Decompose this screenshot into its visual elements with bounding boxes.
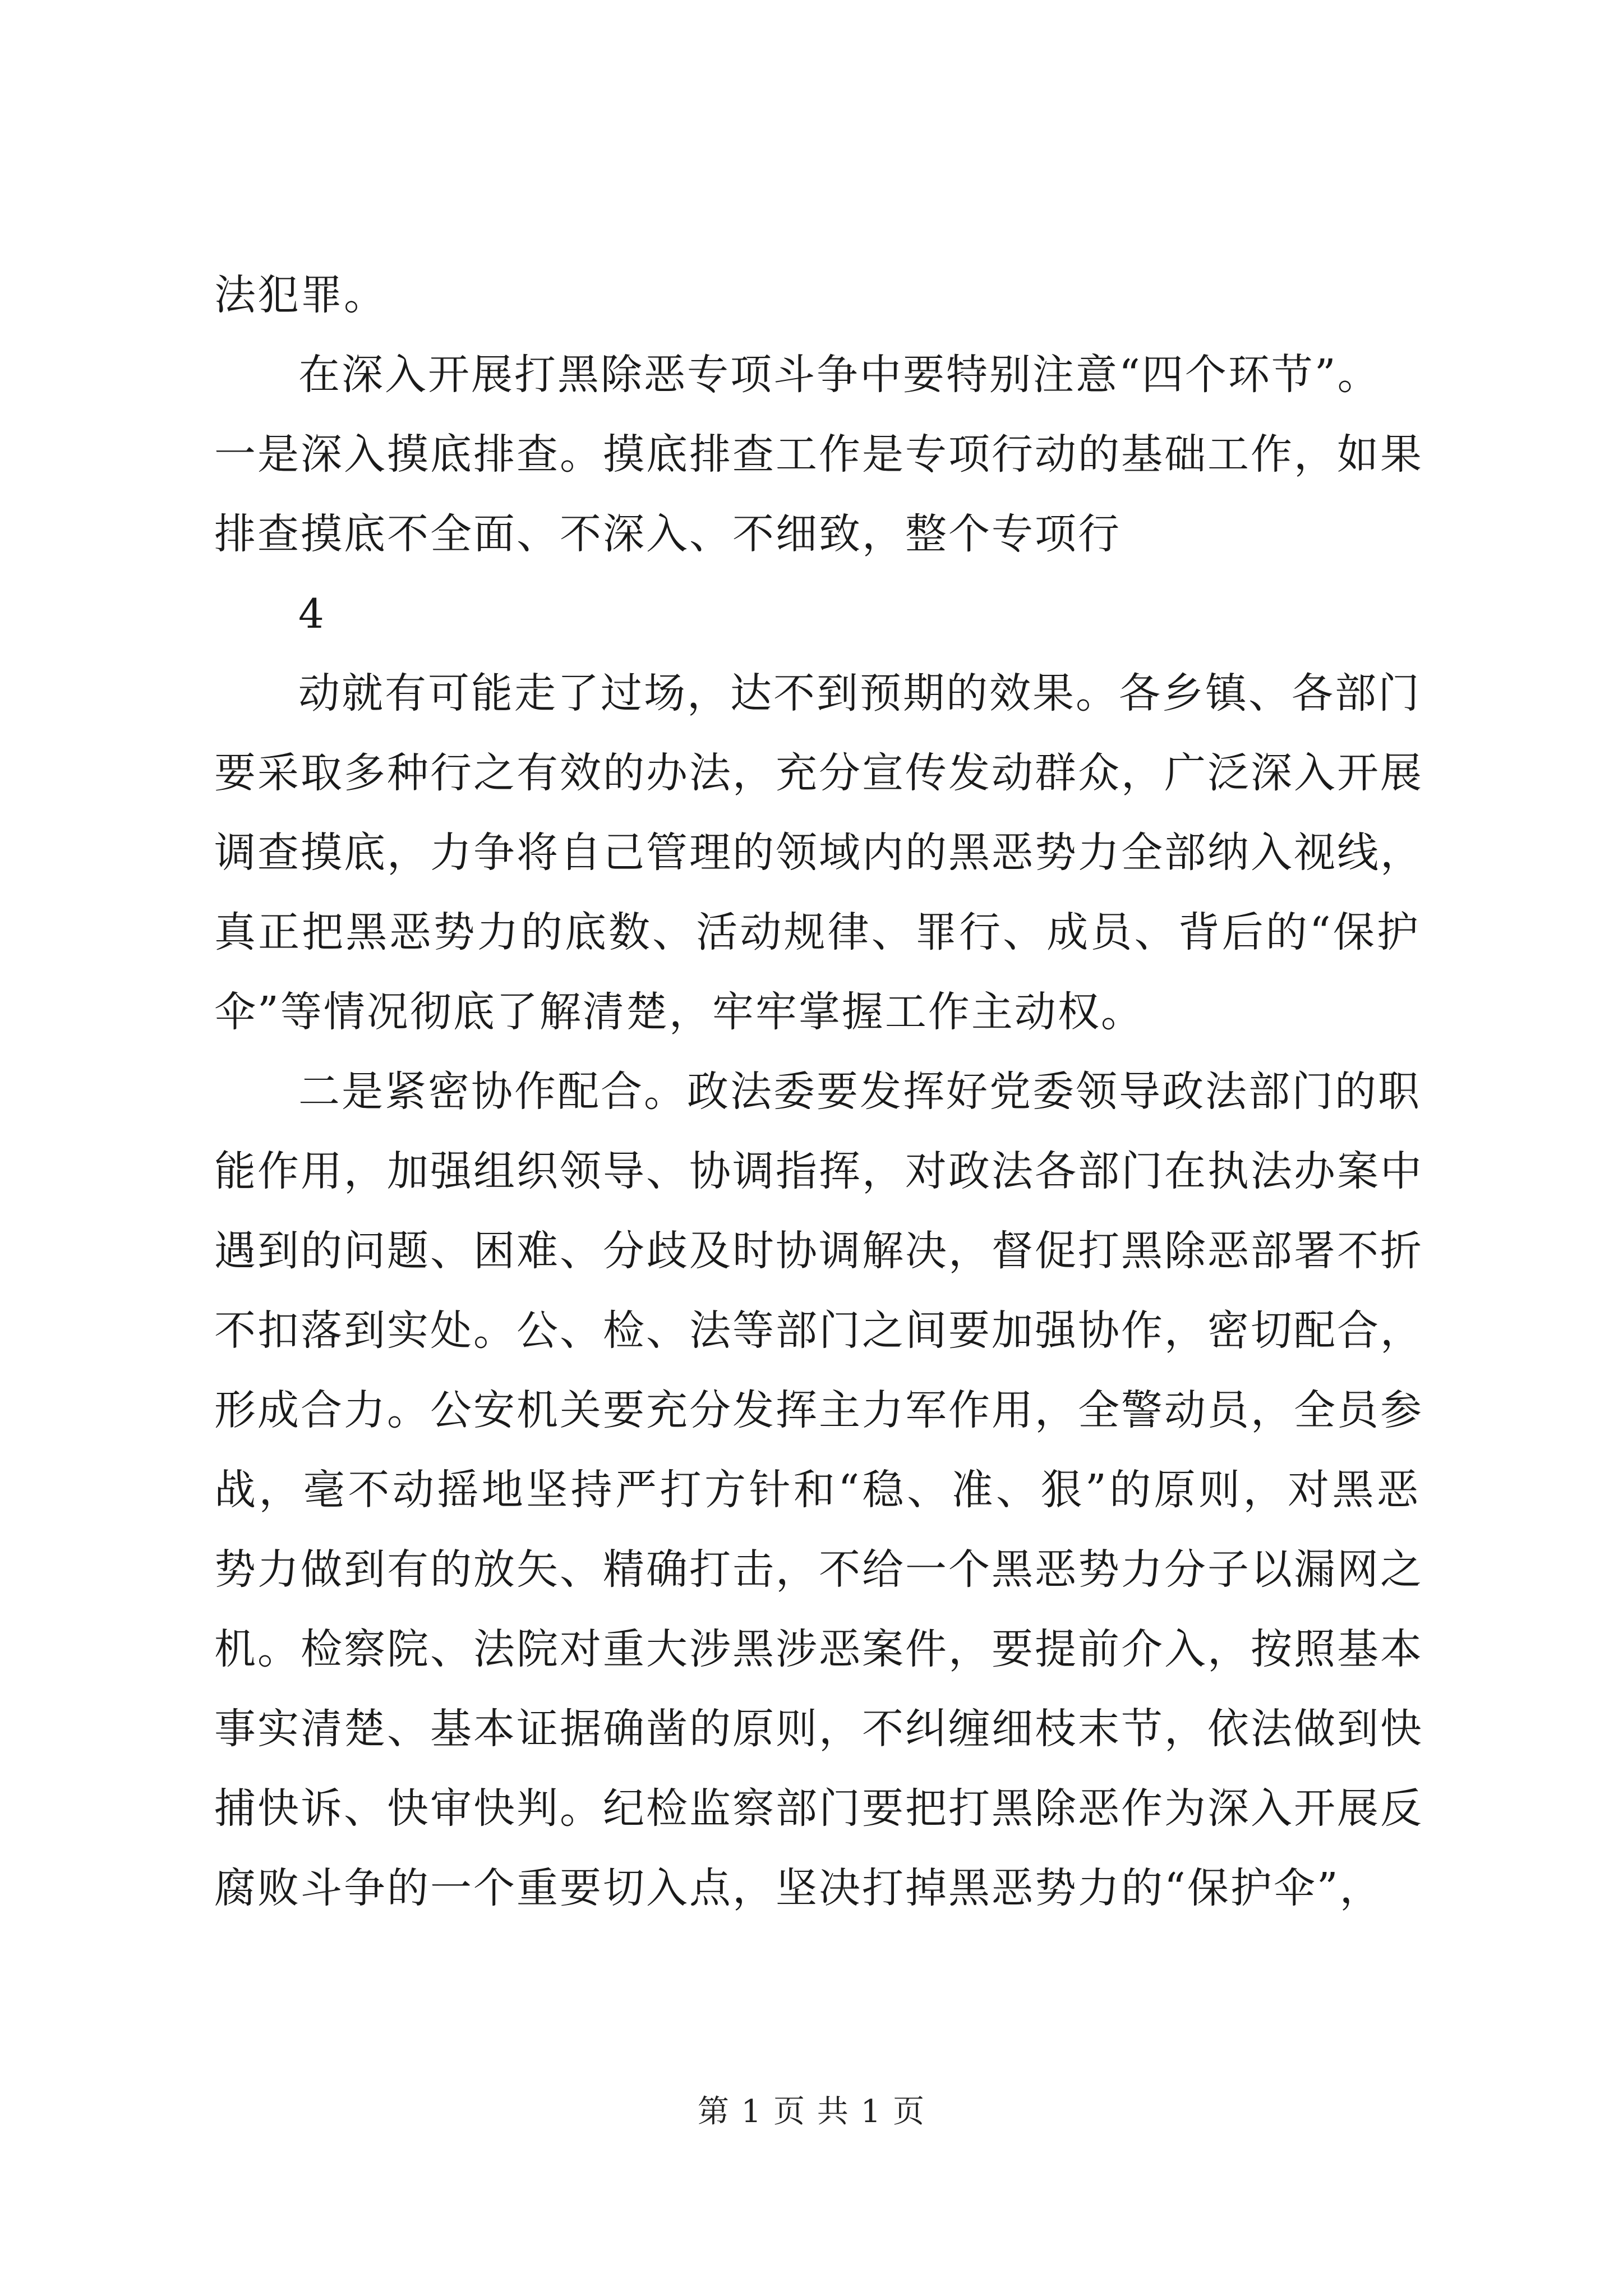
text-line: 遇到的问题、困难、分歧及时协调解决，督促打黑除恶部署不折 [214,1227,1423,1275]
text-line: 调查摸底，力争将自己管理的领域内的黑恶势力全部纳入视线， [214,829,1423,877]
text-line: 排查摸底不全面、不深入、不细致，整个专项行 [214,510,1121,558]
text-line: 战，毫不动摇地坚持严打方针和“稳、准、狠”的原则，对黑恶 [214,1466,1420,1514]
text-line: 腐败斗争的一个重要切入点，坚决打掉黑恶势力的“保护伞”， [214,1864,1383,1912]
text-line: 能作用，加强组织领导、协调指挥，对政法各部门在执法办案中 [214,1147,1423,1195]
inline-page-number: 4 [298,590,324,637]
text-line: 真正把黑恶势力的底数、活动规律、罪行、成员、背后的“保护 [214,908,1420,956]
text-line: 要采取多种行之有效的办法，充分宣传发动群众，广泛深入开展 [214,749,1423,797]
text-line: 捕快诉、快审快判。纪检监察部门要把打黑除恶作为深入开展反 [214,1784,1423,1833]
text-line: 不扣落到实处。公、检、法等部门之间要加强协作，密切配合， [214,1306,1423,1355]
text-line: 法犯罪。 [214,271,387,319]
paragraph-first-line: 二是紧密协作配合。政法委要发挥好党委领导政法部门的职 [298,1068,1421,1116]
text-line: 事实清楚、基本证据确凿的原则，不纠缠细枝末节，依法做到快 [214,1705,1423,1753]
text-line: 机。检察院、法院对重大涉黑涉恶案件，要提前介入，按照基本 [214,1625,1423,1673]
document-body [214,255,1423,1928]
text-line: 一是深入摸底排查。摸底排查工作是专项行动的基础工作，如果 [214,430,1423,478]
text-line: 势力做到有的放矢、精确打击，不给一个黑恶势力分子以漏网之 [214,1545,1423,1594]
paragraph-first-line: 动就有可能走了过场，达不到预期的效果。各乡镇、各部门 [298,669,1421,717]
paragraph-first-line: 在深入开展打黑除恶专项斗争中要特别注意“四个环节”。 [298,351,1381,399]
text-line: 伞”等情况彻底了解清楚，牢牢掌握工作主动权。 [214,988,1144,1036]
text-line: 形成合力。公安机关要充分发挥主力军作用，全警动员，全员参 [214,1386,1423,1434]
page-footer: 第 1 页 共 1 页 [697,2093,926,2130]
